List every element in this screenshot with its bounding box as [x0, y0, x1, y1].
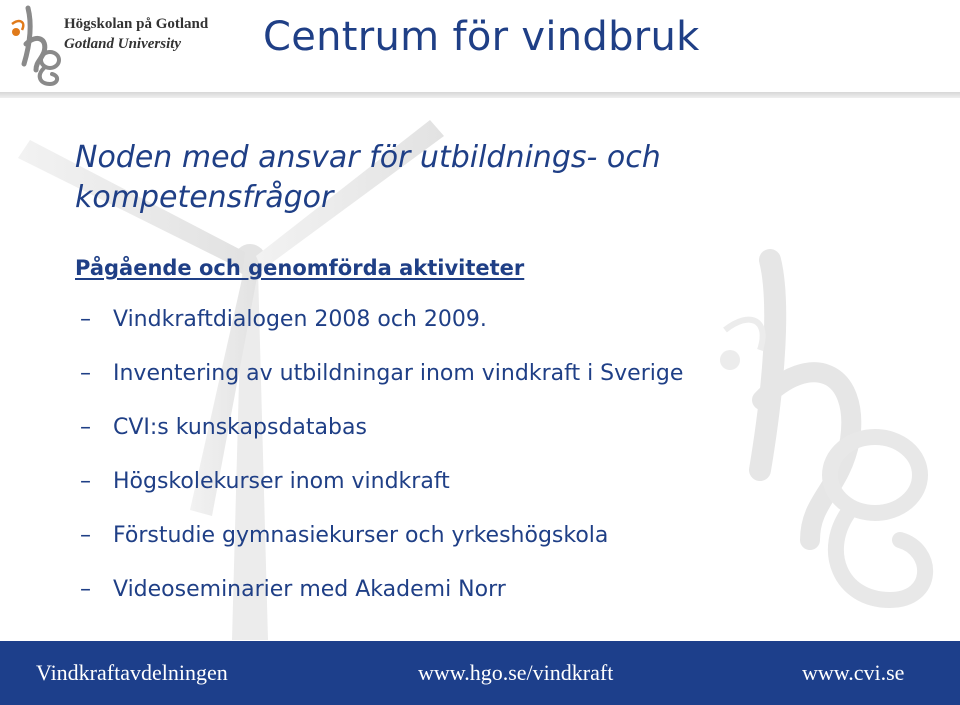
list-item: [80, 307, 683, 361]
bullet-dash: –: [80, 469, 91, 494]
page-title: Centrum för vindbruk: [263, 14, 700, 60]
list-item-text: Videoseminarier med Akademi Norr: [113, 577, 506, 602]
bullet-dash: –: [80, 523, 91, 548]
list-item: [80, 577, 683, 631]
university-logo: [6, 4, 211, 86]
hg-watermark-icon: [700, 240, 950, 640]
slide-subtitle: Noden med ansvar för utbildnings- och kompetensfrågor: [75, 140, 661, 215]
bullet-dash: –: [80, 307, 91, 332]
list-item-text: Inventering av utbildningar inom vindkraft i Sverige: [113, 361, 684, 386]
list-item-text: CVI:s kunskapsdatabas: [113, 415, 367, 440]
list-item: [80, 361, 683, 415]
hg-logo-icon: [6, 4, 66, 86]
bullet-dash: –: [80, 415, 91, 440]
list-item: [80, 469, 683, 523]
activity-list: [80, 307, 683, 631]
header-divider: [0, 92, 960, 98]
footer-hgo-link[interactable]: www.hgo.se/vindkraft: [418, 660, 614, 685]
list-item-text: Högskolekurser inom vindkraft: [113, 469, 450, 494]
list-item-text: Förstudie gymnasiekurser och yrkeshögskola: [113, 523, 609, 548]
bullet-dash: –: [80, 577, 91, 602]
logo-name-swedish: Högskolan på Gotland: [64, 16, 209, 32]
section-heading: Pågående och genomförda aktiviteter: [75, 256, 525, 280]
footer-cvi-link[interactable]: www.cvi.se: [802, 660, 905, 685]
list-item: [80, 523, 683, 577]
footer-department: Vindkraftavdelningen: [36, 660, 228, 685]
bullet-dash: –: [80, 361, 91, 386]
list-item-text: Vindkraftdialogen 2008 och 2009.: [113, 307, 487, 332]
logo-name-english: Gotland University: [64, 36, 182, 52]
list-item: [80, 415, 683, 469]
